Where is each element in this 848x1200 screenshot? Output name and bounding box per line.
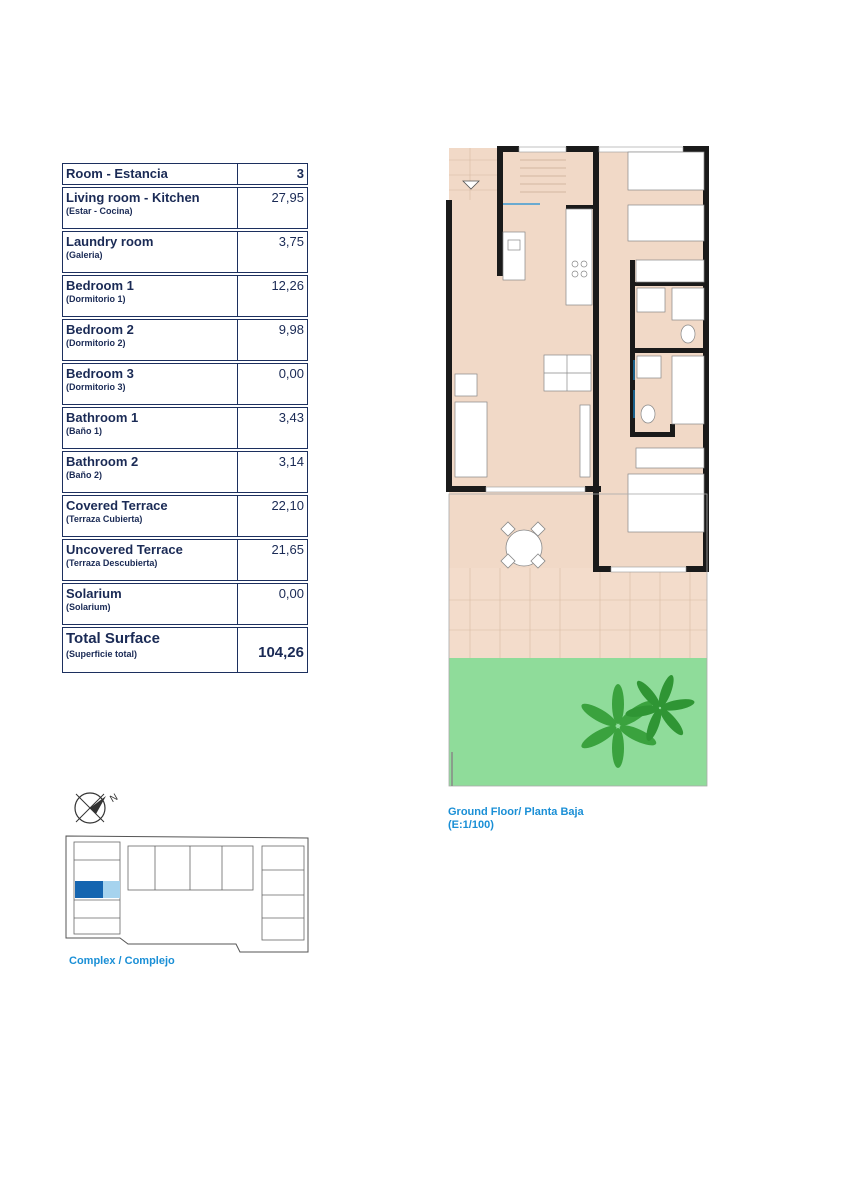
unit-highlight <box>75 881 103 898</box>
room-name: Bathroom 2 <box>66 454 139 469</box>
dining-table <box>544 355 591 391</box>
room-name: Covered Terrace <box>66 498 168 513</box>
room-area: 3,14 <box>238 452 308 493</box>
room-area: 9,98 <box>238 320 308 361</box>
table-header-row <box>63 164 308 185</box>
room-area: 0,00 <box>238 364 308 405</box>
table-row <box>63 320 308 361</box>
total-label: Total Surface <box>66 630 160 647</box>
floor-plan-title <box>448 806 584 832</box>
table-row <box>63 364 308 405</box>
room-area: 12,26 <box>238 276 308 317</box>
table-row <box>63 408 308 449</box>
table-row <box>63 188 308 229</box>
room-name: Laundry room <box>66 234 154 249</box>
room-subname: (Estar - Cocina) <box>66 206 133 216</box>
total-sublabel: (Superficie total) <box>66 649 138 659</box>
room-area: 22,10 <box>238 496 308 537</box>
room-name: Bedroom 3 <box>66 366 134 381</box>
room-subname: (Baño 1) <box>66 426 102 436</box>
room-name: Bedroom 2 <box>66 322 134 337</box>
room-name: Bedroom 1 <box>66 278 134 293</box>
room-name: Solarium <box>66 586 122 601</box>
total-value: 104,26 <box>238 628 308 673</box>
room-area: 27,95 <box>238 188 308 229</box>
floor-plan <box>440 140 720 800</box>
table-row <box>63 584 308 625</box>
room-subname: (Terraza Descubierta) <box>66 558 158 568</box>
room-area: 0,00 <box>238 584 308 625</box>
complex-site-plan <box>62 834 312 954</box>
room-subname: (Solarium) <box>66 602 111 612</box>
header-value: 3 <box>238 164 308 185</box>
total-row <box>63 628 308 673</box>
table-row <box>63 496 308 537</box>
room-subname: (Baño 2) <box>66 470 102 480</box>
table-row <box>63 540 308 581</box>
room-subname: (Dormitorio 1) <box>66 294 126 304</box>
room-area: 21,65 <box>238 540 308 581</box>
surface-table <box>62 163 308 673</box>
room-subname: (Galeria) <box>66 250 103 260</box>
floor-plan-scale: (E:1/100) <box>448 819 494 831</box>
room-name: Living room - Kitchen <box>66 190 200 205</box>
room-name: Uncovered Terrace <box>66 542 183 557</box>
floor-plan-name: Ground Floor/ Planta Baja <box>448 806 584 818</box>
header-label: Room - Estancia <box>63 164 238 185</box>
tv-unit <box>580 405 590 477</box>
north-label: N <box>108 791 121 806</box>
room-subname: (Dormitorio 3) <box>66 382 126 392</box>
room-subname: (Terraza Cubierta) <box>66 514 143 524</box>
table-row <box>63 276 308 317</box>
room-name: Bathroom 1 <box>66 410 139 425</box>
room-subname: (Dormitorio 2) <box>66 338 126 348</box>
complex-title: Complex / Complejo <box>69 955 175 967</box>
room-area: 3,43 <box>238 408 308 449</box>
room-area: 3,75 <box>238 232 308 273</box>
table-row <box>63 452 308 493</box>
table-row <box>63 232 308 273</box>
unit-plot-highlight <box>103 881 120 898</box>
compass-icon <box>68 786 128 832</box>
